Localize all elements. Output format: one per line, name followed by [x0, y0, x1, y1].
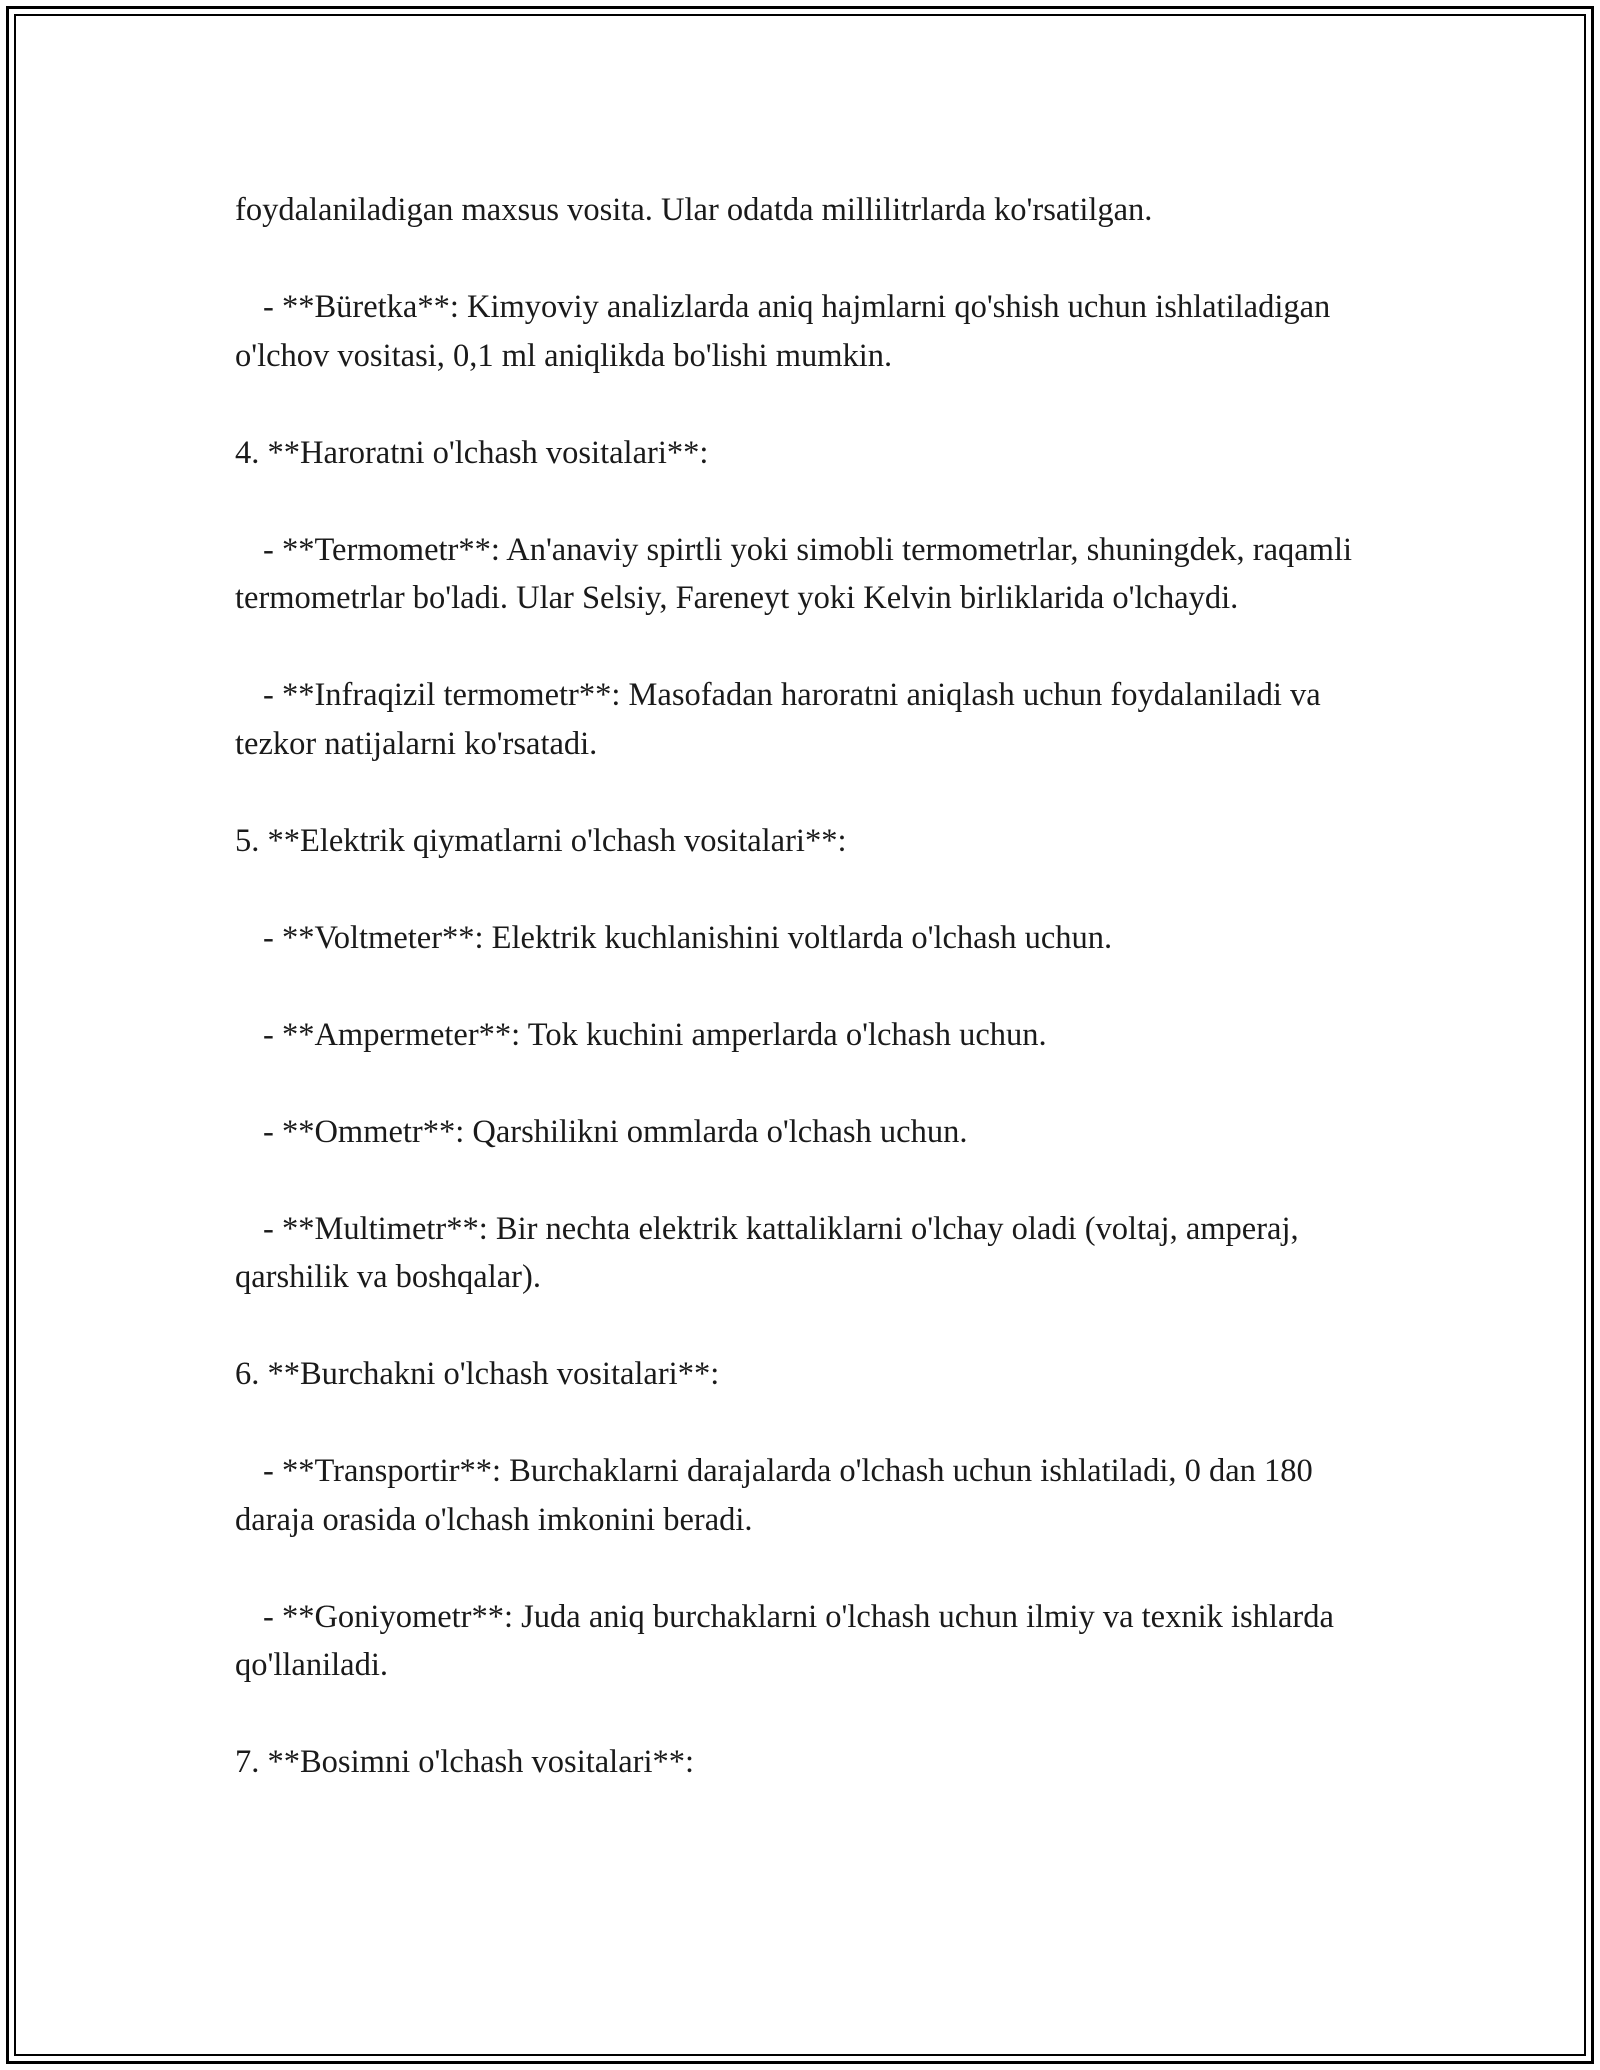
paragraph-text: - **Termometr**: An'anaviy spirtli yoki simobli termometrlar, shuningdek, raqamli termometrlar bo'ladi. Ular Selsiy, Fareneyt yoki Kelvin birliklarida o'lchaydi.	[235, 531, 1361, 616]
paragraph-text: - **Infraqizil termometr**: Masofadan haroratni aniqlash uchun foydalaniladi va tezkor natijalarni ko'rsatadi.	[235, 677, 1329, 762]
paragraph	[235, 1108, 1375, 1157]
paragraph	[235, 1011, 1375, 1060]
paragraph-text: - **Goniyometr**: Juda aniq burchaklarni o'lchash uchun ilmiy va texnik ishlarda qo'llaniladi.	[235, 1598, 1343, 1683]
paragraph-text: 7. **Bosimni o'lchash vositalari**:	[235, 1744, 695, 1780]
paragraph	[235, 671, 1375, 768]
paragraph-text: foydalaniladigan maxsus vosita. Ular odatda millilitrlarda ko'rsatilgan.	[235, 192, 1153, 228]
paragraph	[235, 914, 1375, 963]
section-heading	[235, 817, 1375, 866]
paragraph	[235, 1593, 1375, 1690]
paragraph-text: - **Voltmeter**: Elektrik kuchlanishini voltlarda o'lchash uchun.	[263, 919, 1113, 956]
document-body	[235, 186, 1375, 1835]
paragraph-text: 6. **Burchakni o'lchash vositalari**:	[235, 1356, 720, 1392]
paragraph-text: - **Ommetr**: Qarshilikni ommlarda o'lchash uchun.	[263, 1113, 968, 1150]
paragraph-text: 4. **Haroratni o'lchash vositalari**:	[235, 434, 709, 471]
paragraph-text: - **Transportir**: Burchaklarni darajalarda o'lchash uchun ishlatiladi, 0 dan 180 daraja orasida o'lchash imkonini beradi.	[235, 1453, 1321, 1538]
paragraph	[235, 186, 1375, 235]
paragraph-text: - **Büretka**: Kimyoviy analizlarda aniq hajmlarni qo'shish uchun ishlatiladigan o'lchov vositasi, 0,1 ml aniqlikda bo'lishi mumkin.	[235, 289, 1339, 374]
paragraph-text: 5. **Elektrik qiymatlarni o'lchash vositalari**:	[235, 822, 847, 859]
paragraph	[235, 283, 1375, 380]
paragraph	[235, 526, 1375, 623]
paragraph-text: - **Multimetr**: Bir nechta elektrik kattaliklarni o'lchay oladi (voltaj, amperaj, qarshilik va boshqalar).	[235, 1210, 1307, 1295]
paragraph-text: - **Ampermeter**: Tok kuchini amperlarda o'lchash uchun.	[263, 1016, 1047, 1053]
section-heading	[235, 429, 1375, 478]
paragraph	[235, 1447, 1375, 1544]
section-heading	[235, 1350, 1375, 1399]
section-heading	[235, 1738, 1375, 1787]
paragraph	[235, 1205, 1375, 1302]
